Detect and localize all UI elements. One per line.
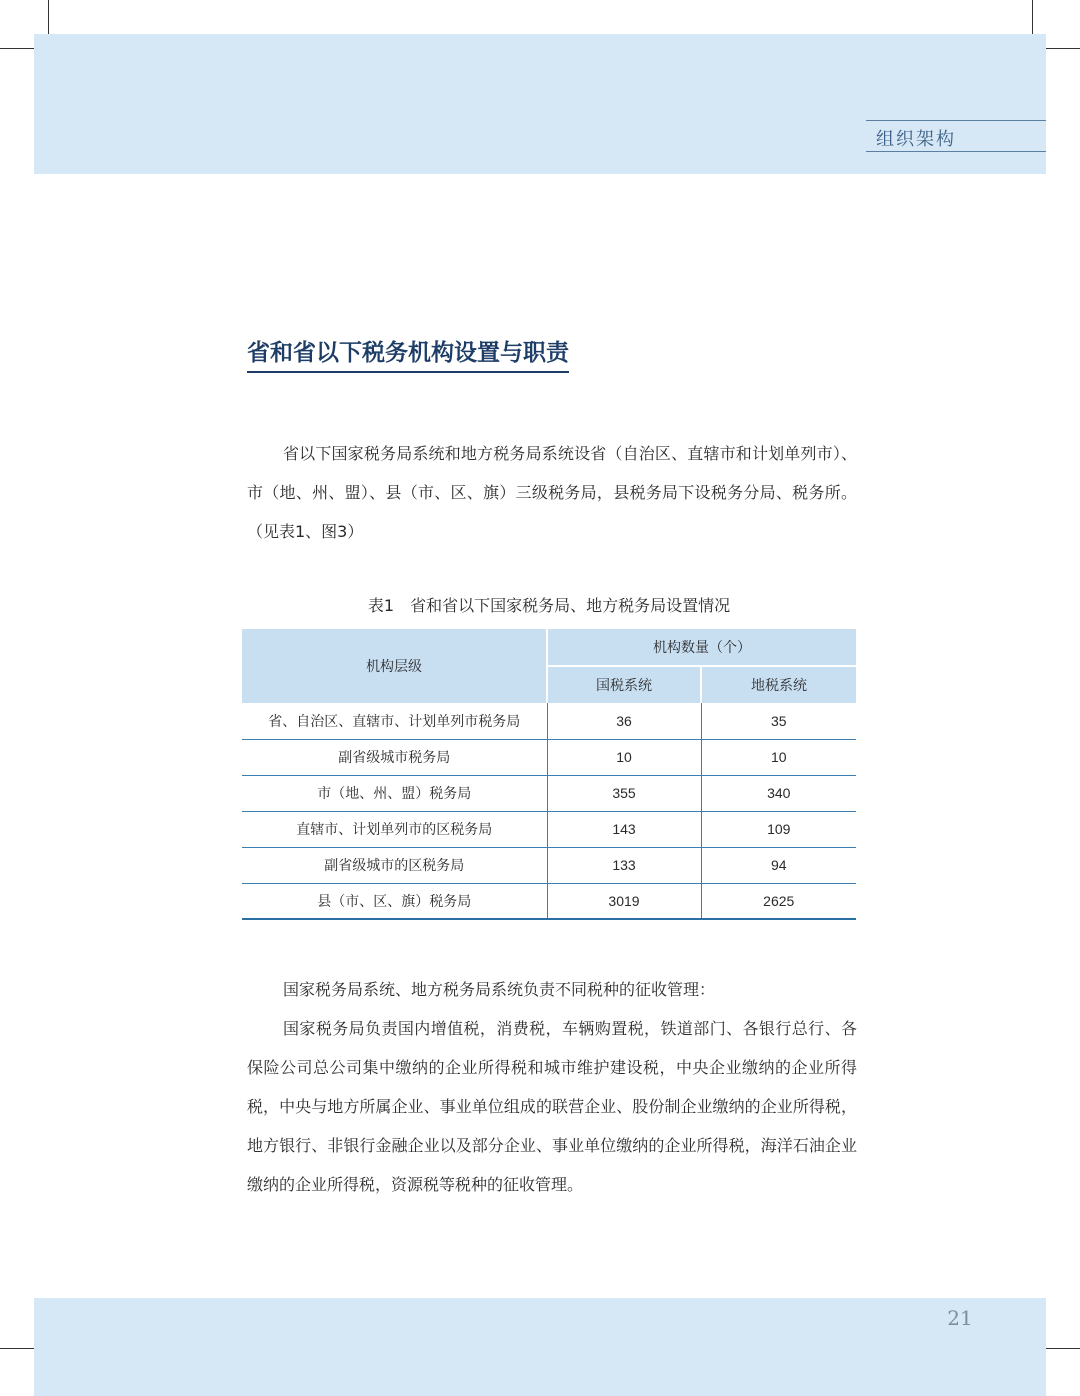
row-national: 10 bbox=[547, 739, 701, 775]
crop-mark bbox=[0, 48, 34, 49]
institution-table bbox=[242, 629, 856, 920]
row-local: 10 bbox=[701, 739, 856, 775]
table-row bbox=[242, 847, 856, 883]
row-level: 市（地、州、盟）税务局 bbox=[242, 775, 547, 811]
tax-responsibility-intro: 国家税务局系统、地方税务局系统负责不同税种的征收管理： bbox=[283, 980, 716, 999]
header-local: 地税系统 bbox=[701, 666, 856, 703]
header-count-group: 机构数量（个） bbox=[547, 629, 856, 666]
crop-mark bbox=[1046, 48, 1080, 49]
row-level: 副省级城市的区税务局 bbox=[242, 847, 547, 883]
row-level: 副省级城市税务局 bbox=[242, 739, 547, 775]
table-row bbox=[242, 775, 856, 811]
header-level: 机构层级 bbox=[242, 629, 547, 703]
row-national: 355 bbox=[547, 775, 701, 811]
national-tax-responsibility: 国家税务局负责国内增值税，消费税，车辆购置税，铁道部门、各银行总行、各保险公司总公司集中缴纳的企业所得税和城市维护建设税，中央企业缴纳的企业所得税，中央与地方所属企业、事业单位组成的联营企业、股份制企业缴纳的企业所得税，地方银行、非银行金融企业以及部分企业、事业单位缴纳的企业所得税，海洋石油企业缴纳的企业所得税，资源税等税种的征收管理。 bbox=[247, 1019, 857, 1194]
crop-mark bbox=[48, 0, 49, 34]
row-local: 35 bbox=[701, 703, 856, 739]
footer-band bbox=[34, 1298, 1046, 1396]
section-label: 组织架构 bbox=[876, 129, 956, 150]
crop-mark bbox=[1032, 0, 1033, 34]
table-caption: 表1 省和省以下国家税务局、地方税务局设置情况 bbox=[367, 596, 731, 615]
row-level: 省、自治区、直辖市、计划单列市税务局 bbox=[242, 703, 547, 739]
row-local: 94 bbox=[701, 847, 856, 883]
intro-paragraph: 省以下国家税务局系统和地方税务局系统设省（自治区、直辖市和计划单列市）、市（地、州、盟）、县（市、区、旗）三级税务局，县税务局下设税务分局、税务所。（见表1、图3） bbox=[247, 444, 857, 541]
page-number: 21 bbox=[947, 1306, 973, 1330]
row-national: 36 bbox=[547, 703, 701, 739]
crop-mark bbox=[0, 1348, 34, 1349]
row-national: 143 bbox=[547, 811, 701, 847]
section-tab bbox=[866, 120, 1046, 152]
row-level: 直辖市、计划单列市的区税务局 bbox=[242, 811, 547, 847]
row-level: 县（市、区、旗）税务局 bbox=[242, 883, 547, 919]
row-local: 109 bbox=[701, 811, 856, 847]
row-national: 3019 bbox=[547, 883, 701, 919]
header-national: 国税系统 bbox=[547, 666, 701, 703]
row-local: 340 bbox=[701, 775, 856, 811]
table-row bbox=[242, 703, 856, 739]
table-row bbox=[242, 739, 856, 775]
row-national: 133 bbox=[547, 847, 701, 883]
row-local: 2625 bbox=[701, 883, 856, 919]
page-heading: 省和省以下税务机构设置与职责 bbox=[247, 334, 569, 373]
table-row bbox=[242, 883, 856, 919]
header-band bbox=[34, 34, 1046, 174]
table-row bbox=[242, 811, 856, 847]
crop-mark bbox=[1046, 1348, 1080, 1349]
